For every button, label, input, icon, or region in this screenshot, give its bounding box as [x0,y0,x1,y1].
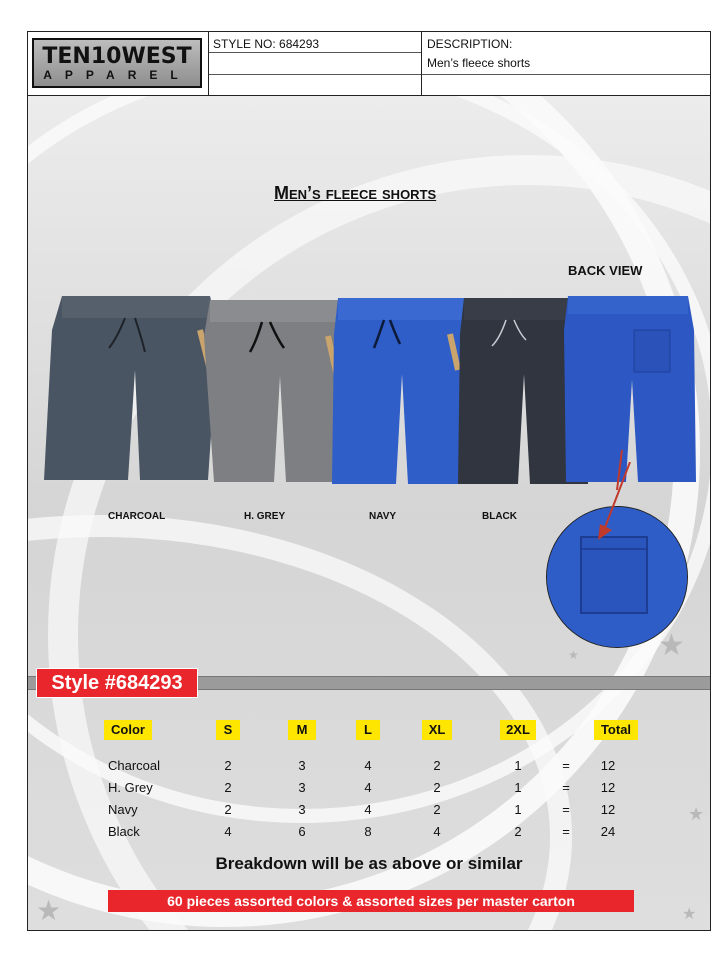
star-icon: ★ [682,906,697,923]
logo-sub-text: APPAREL [43,68,191,82]
row-color-name: Black [108,824,140,839]
description-cell [421,32,710,95]
description-label: DESCRIPTION: [427,37,513,51]
cell-total: 24 [600,824,616,839]
star-icon: ★ [688,804,705,824]
table-header-total: Total [594,720,638,740]
cell-l: 4 [364,780,372,795]
label-navy: NAVY [369,511,397,522]
cell-2xl: 2 [514,824,522,839]
row-color-name: H. Grey [108,780,153,795]
spec-sheet [27,31,711,931]
table-header-xl: XL [422,720,452,740]
star-icon: ★ [568,648,579,662]
star-icon: ★ [36,895,62,926]
label-charcoal: CHARCOAL [108,511,166,522]
table-header-s: S [216,720,240,740]
cell-2xl: 1 [514,802,522,817]
pointer-arrow [588,462,638,542]
cell-s: 2 [224,758,232,773]
row-color-name: Navy [108,802,138,817]
cell-xl: 2 [433,802,441,817]
cell-2xl: 1 [514,780,522,795]
style-no-cell [208,32,421,95]
shorts-back-view-image [562,290,702,490]
cell-m: 3 [298,758,306,773]
brand-logo [32,38,202,88]
cell-total: 12 [600,802,616,817]
cell-xl: 2 [433,758,441,773]
table-header-l: L [356,720,380,740]
back-view-label: BACK VIEW [568,263,643,278]
cell-m: 3 [298,802,306,817]
style-no-label: STYLE NO: 684293 [213,37,320,51]
style-badge: Style #684293 [36,668,198,698]
label-black: BLACK [482,511,517,522]
cell-equals: = [562,802,570,817]
breakdown-note: Breakdown will be as above or similar [215,854,523,873]
cell-s: 2 [224,802,232,817]
cell-equals: = [562,824,570,839]
cell-s: 2 [224,780,232,795]
description-value: Men’s fleece shorts [427,56,531,70]
cell-xl: 4 [433,824,441,839]
table-header-m: M [288,720,316,740]
logo-main-text: TEN10WEST [42,44,192,69]
cell-equals: = [562,758,570,773]
cell-l: 4 [364,802,372,817]
cell-total: 12 [600,758,616,773]
header [28,32,710,96]
row-color-name: Charcoal [108,758,161,773]
cell-xl: 2 [433,780,441,795]
label-h-grey: H. GREY [244,511,286,522]
cell-l: 8 [364,824,372,839]
cell-m: 6 [298,824,306,839]
cell-2xl: 1 [514,758,522,773]
cell-l: 4 [364,758,372,773]
cell-total: 12 [600,780,616,795]
cell-m: 3 [298,780,306,795]
page-title: Men’s fleece shorts [274,183,437,203]
carton-note: 60 pieces assorted colors & assorted sizes per master carton [108,890,634,912]
table-header-color: Color [104,720,152,740]
star-icon: ★ [658,629,685,662]
cell-equals: = [562,780,570,795]
cell-s: 4 [224,824,232,839]
table-header-2xl: 2XL [500,720,536,740]
